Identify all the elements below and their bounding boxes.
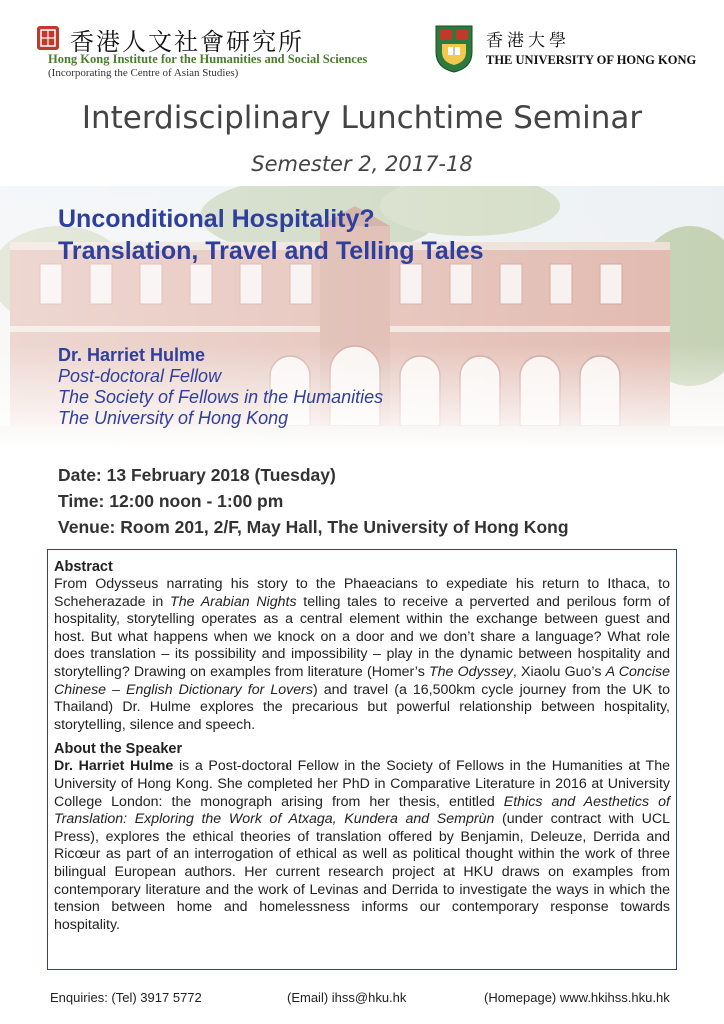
abstract-heading: Abstract: [54, 559, 113, 575]
abstract-text-part: ) and travel (a 16,500km cycle journey from the UK to Thailand) Dr. Hulme explores the precarious but powerful relationship between hospitality, storytelling, silence and speech.: [54, 681, 671, 733]
event-venue: Venue: Room 201, 2/F, May Hall, The University of Hong Kong: [58, 517, 569, 537]
footer: [0, 990, 724, 1010]
hku-chinese-name: 香港大學: [486, 31, 570, 51]
about-speaker-name: Dr. Harriet Hulme: [54, 758, 174, 775]
semester-label: Semester 2, 2017-18: [251, 152, 473, 176]
talk-title-line1: Unconditional Hospitality?: [58, 205, 375, 233]
hku-logo: [432, 22, 702, 78]
talk-title-line2: Translation, Travel and Telling Tales: [58, 237, 484, 265]
hku-english-name: THE UNIVERSITY OF HONG KONG: [486, 53, 697, 67]
hkihss-seal-icon: [34, 24, 62, 52]
seminar-series-title: Interdisciplinary Lunchtime Seminar: [81, 100, 643, 136]
event-date: Date: 13 February 2018 (Tuesday): [58, 465, 336, 485]
hku-crest-icon: [432, 22, 476, 74]
abstract-text-part: telling tales to receive a perverted and perilous form of hospitality, storytelling operates as a central element within the exchange between guest and host. But what happens when we knock on a door and we don’t share a language? What role does translation – its possibility and impossibility – play in the dynamic between hospitality and storytelling? Drawing on examples from literature (Homer’s: [54, 593, 670, 680]
about-text-part: is a Post-doctoral Fellow in the Society of Fellows in the Humanities at The University of Hong Kong. She completed her PhD in Comparative Literature in 2016 at University College London: the monograph arising from her thesis, entitled: [54, 758, 670, 810]
abstract-text: [54, 576, 670, 734]
talk-title: [58, 203, 484, 267]
hkihss-logo: [34, 22, 394, 82]
speaker-position: Post-doctoral Fellow: [58, 366, 222, 386]
about-speaker-heading: About the Speaker: [54, 741, 183, 758]
speaker-department: The Society of Fellows in the Humanities: [58, 387, 384, 407]
about-book-title: Ethics and Aesthetics of Translation: Exploring the Work of Atxaga, Kundera and Semprùn: [54, 793, 670, 828]
speaker-block: [58, 344, 383, 429]
abstract-box: [47, 549, 677, 970]
speaker-name: Dr. Harriet Hulme: [58, 345, 206, 365]
hkihss-chinese-name: 香港人文社會研究所: [70, 28, 304, 56]
event-time: Time: 12:00 noon - 1:00 pm: [58, 491, 284, 511]
abstract-book-title: The Odyssey: [429, 663, 513, 680]
footer-homepage[interactable]: (Homepage) www.hkihss.hku.hk: [484, 990, 670, 1005]
abstract-book-title: A Concise Chinese – English Dictionary for Lovers: [54, 663, 671, 698]
abstract-text-part: From Odysseus narrating his story to the Phaeacians to expediate his return to Ithaca, to Scheherazade in: [54, 576, 670, 610]
hkihss-english-name: Hong Kong Institute for the Humanities and Social Sciences: [48, 52, 368, 66]
about-speaker-text: [54, 758, 670, 934]
footer-email[interactable]: (Email) ihss@hku.hk: [287, 990, 407, 1005]
hkihss-subtitle: (Incorporating the Centre of Asian Studies): [48, 67, 239, 79]
speaker-institution: The University of Hong Kong: [58, 408, 289, 428]
footer-enquiries: Enquiries: (Tel) 3917 5772: [50, 990, 202, 1005]
abstract-text-part: , Xiaolu Guo’s: [512, 663, 606, 680]
abstract-book-title: The Arabian Nights: [170, 593, 297, 610]
about-text-part: (under contract with UCL Press), explores the ethical theories of translation offered by Benjamin, Deleuze, Derrida and Ricœur as part of an interrogation of ethical as well as political thought within the work of three bilingual European authors. Her current research project at HKU draws on examples from contemporary literature and the work of Levinas and Derrida to investigate the ways in which the tension between home and homelessness informs our contemporary response towards hospitality.: [54, 811, 671, 933]
event-details: [58, 462, 569, 540]
